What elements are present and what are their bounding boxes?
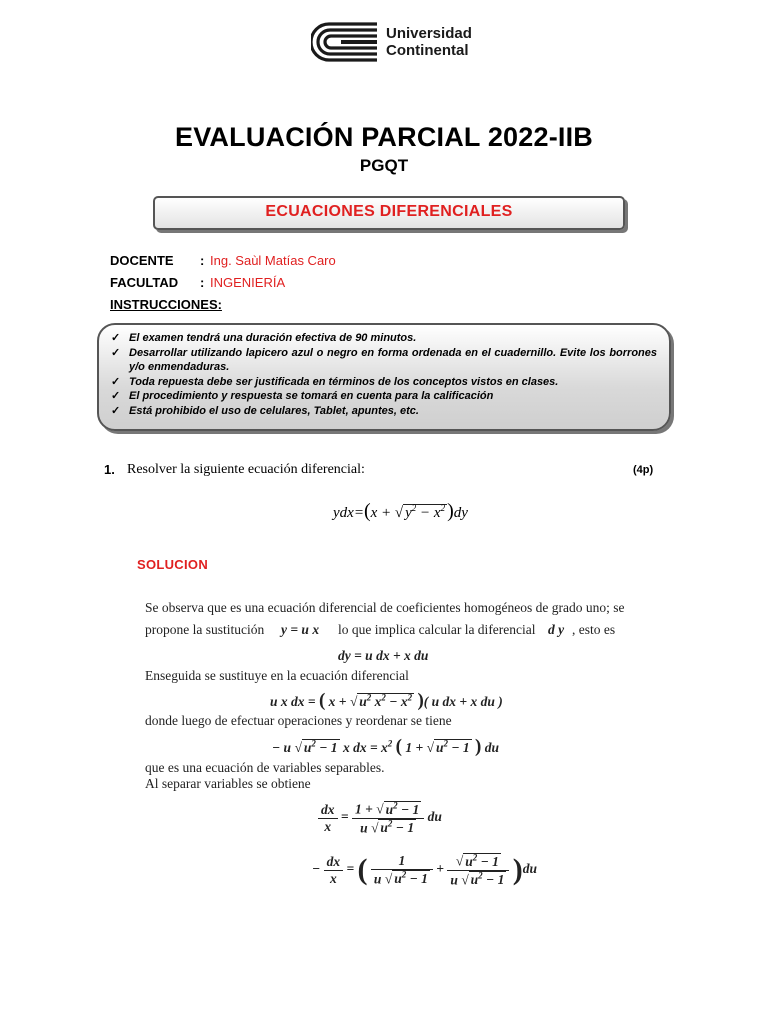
instruction-item: ✓ Está prohibido el uso de celulares, Tablet, apuntes, etc. [111, 404, 419, 417]
differential-variable: d y [548, 622, 565, 637]
solution-paragraph-1d: , esto es [572, 622, 616, 637]
rearranged-equation: − u √ $u^2 - 1$ x dx = $x^2$ ( 1 + √ $u^2 - 1$ ) du [272, 736, 499, 757]
separated-equation-2: − $\frac{dx}{x}$ = ( $\frac{1}{u √ u^2 - 1}$ + $\frac{√ u^2 - 1}{u √ u^2 - 1}$ )du [312, 852, 537, 887]
instructions-heading: INSTRUCCIONES: [110, 297, 222, 312]
docente-colon: : [200, 253, 205, 268]
check-icon: ✓ [111, 332, 121, 344]
solution-paragraph-1c: lo que implica calcular la diferencial [338, 622, 536, 637]
substitution-equation: y = u x [281, 622, 320, 637]
exam-title: EVALUACIÓN PARCIAL 2022-IIB [175, 122, 593, 152]
question-equation: ydx=(x + √ $y^2 - x^2$ )dy [333, 500, 468, 522]
logo-line-1: Universidad [386, 25, 472, 42]
logo-text [386, 25, 472, 59]
course-banner [153, 196, 625, 230]
docente-label: DOCENTE [110, 253, 174, 268]
instruction-item: ✓ El procedimiento y respuesta se tomará en cuenta para la calificación [111, 390, 494, 403]
check-icon: ✓ [111, 404, 121, 417]
solution-paragraph-4a: que es una ecuación de variables separables. [145, 760, 385, 775]
instruction-item: ✓ Toda repuesta debe ser justificada en términos de los conceptos vistos en clases. [111, 375, 559, 388]
facultad-label: FACULTAD [110, 275, 179, 290]
separated-equation-1: $\frac{dx}{x}$ = $\frac{1 + √ u^2 - 1}{u √ u^2 - 1}$ du [318, 800, 442, 836]
instructions-list [99, 325, 669, 419]
check-icon: ✓ [111, 375, 121, 388]
instructions-box [97, 323, 671, 431]
exam-subtitle: PGQT [359, 156, 409, 175]
solution-paragraph-1: Se observa que es una ecuación diferencial de coeficientes homogéneos de grado uno; se [145, 600, 625, 615]
question-text: Resolver la siguiente ecuación diferencial: [127, 462, 365, 477]
question-number: 1. [104, 462, 115, 477]
dy-equation: dy = u dx + x du [338, 648, 429, 663]
facultad-value: INGENIERÍA [210, 275, 286, 290]
substituted-equation: u x dx = ( x + √ $u^2$ $x^2 - x^2$ )( u dx + x du ) [270, 690, 503, 711]
instruction-item: ✓ El examen tendrá una duración efectiva de 90 minutos. [111, 332, 417, 344]
facultad-colon: : [200, 275, 205, 290]
solution-paragraph-1b: propone la sustitución [145, 622, 265, 637]
course-title: ECUACIONES DIFERENCIALES [265, 203, 513, 220]
question-points: (4p) [633, 464, 654, 476]
docente-value: Ing. Saùl Matías Caro [210, 253, 336, 268]
check-icon: ✓ [111, 390, 121, 403]
check-icon: ✓ [111, 346, 121, 359]
solution-paragraph-2: Enseguida se sustituye en la ecuación diferencial [145, 668, 409, 683]
instruction-item: ✓ Desarrollar utilizando lapicero azul o negro en forma ordenada en el cuadernillo. Evite los borrones y/o enmendaduras. [111, 346, 657, 374]
solution-paragraph-4b: Al separar variables se obtiene [145, 776, 311, 791]
solution-paragraph-3: donde luego de efectuar operaciones y reordenar se tiene [145, 713, 452, 728]
solution-label: SOLUCION [137, 557, 209, 572]
logo-line-2: Continental [386, 42, 469, 59]
